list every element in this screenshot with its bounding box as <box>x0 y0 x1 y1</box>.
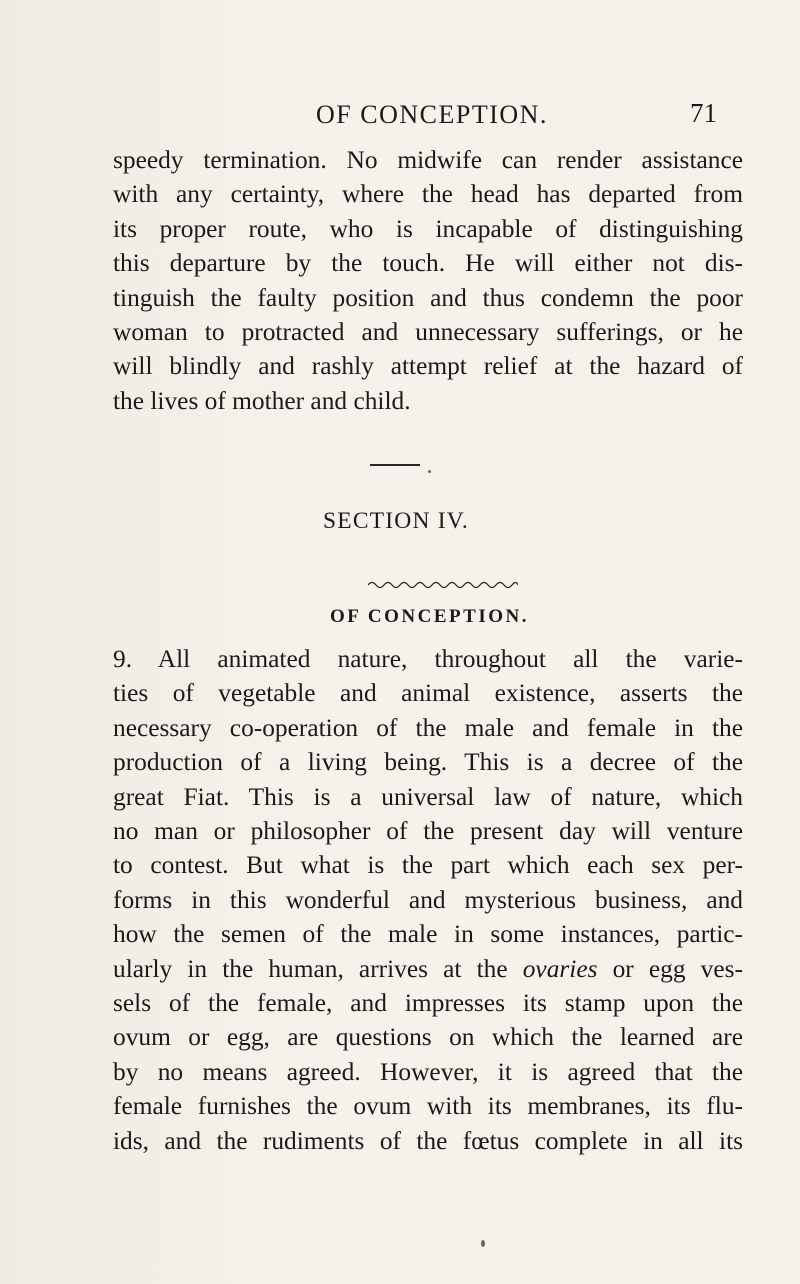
text-line: necessary co-operation of the male and female in the <box>113 713 743 742</box>
text-line: ovum or egg, are questions on which the learned are <box>113 1023 743 1052</box>
section-subtitle: OF CONCEPTION. <box>330 606 529 627</box>
text-line: to contest. But what is the part which each sex per- <box>113 851 743 880</box>
text-line: ids, and the rudiments of the fœtus complete in all its <box>113 1126 743 1155</box>
running-head: OF CONCEPTION. <box>316 100 548 129</box>
text-fragment: ularly in the human, arrives at the <box>113 954 508 983</box>
page-number: 71 <box>690 98 717 128</box>
text-line: ties of vegetable and animal existence, asserts the <box>113 679 743 708</box>
text-line: the lives of mother and child. <box>113 386 411 415</box>
text-line: female furnishes the ovum with its membranes, its flu- <box>113 1092 743 1121</box>
text-line: its proper route, who is incapable of distinguishing <box>113 214 743 243</box>
ink-speck <box>428 470 431 473</box>
ink-speck <box>481 1240 485 1247</box>
text-line: 9. All animated nature, throughout all the varie- <box>113 645 743 673</box>
italic-term: ovaries <box>522 954 598 983</box>
section-divider-rule <box>370 464 420 466</box>
text-line: speedy termination. No midwife can render assistance <box>113 146 743 174</box>
text-line: no man or philosopher of the present day will venture <box>113 817 743 846</box>
paragraph-1 <box>113 143 743 418</box>
text-line: production of a living being. This is a decree of the <box>113 748 743 777</box>
section-heading: SECTION IV. <box>323 508 469 534</box>
text-line: this departure by the touch. He will either not dis- <box>113 249 743 278</box>
text-line: by no means agreed. However, it is agreed that the <box>113 1057 743 1086</box>
text-line: sels of the female, and impresses its stamp upon the <box>113 989 743 1018</box>
text-line: forms in this wonderful and mysterious business, and <box>113 885 743 914</box>
text-line: tinguish the faulty position and thus condemn the poor <box>113 283 743 312</box>
text-line: with any certainty, where the head has departed from <box>113 180 743 209</box>
text-line: great Fiat. This is a universal law of nature, which <box>113 782 743 811</box>
text-line: will blindly and rashly attempt relief at the hazard of <box>113 352 743 381</box>
text-line: woman to protracted and unnecessary sufferings, or he <box>113 318 743 347</box>
text-line: how the semen of the male in some instances, partic- <box>113 920 743 949</box>
paragraph-2 <box>113 642 743 1158</box>
wavy-ornament-rule <box>368 580 518 590</box>
text-line-with-italic <box>113 952 743 986</box>
text-fragment: or egg ves- <box>612 954 743 983</box>
